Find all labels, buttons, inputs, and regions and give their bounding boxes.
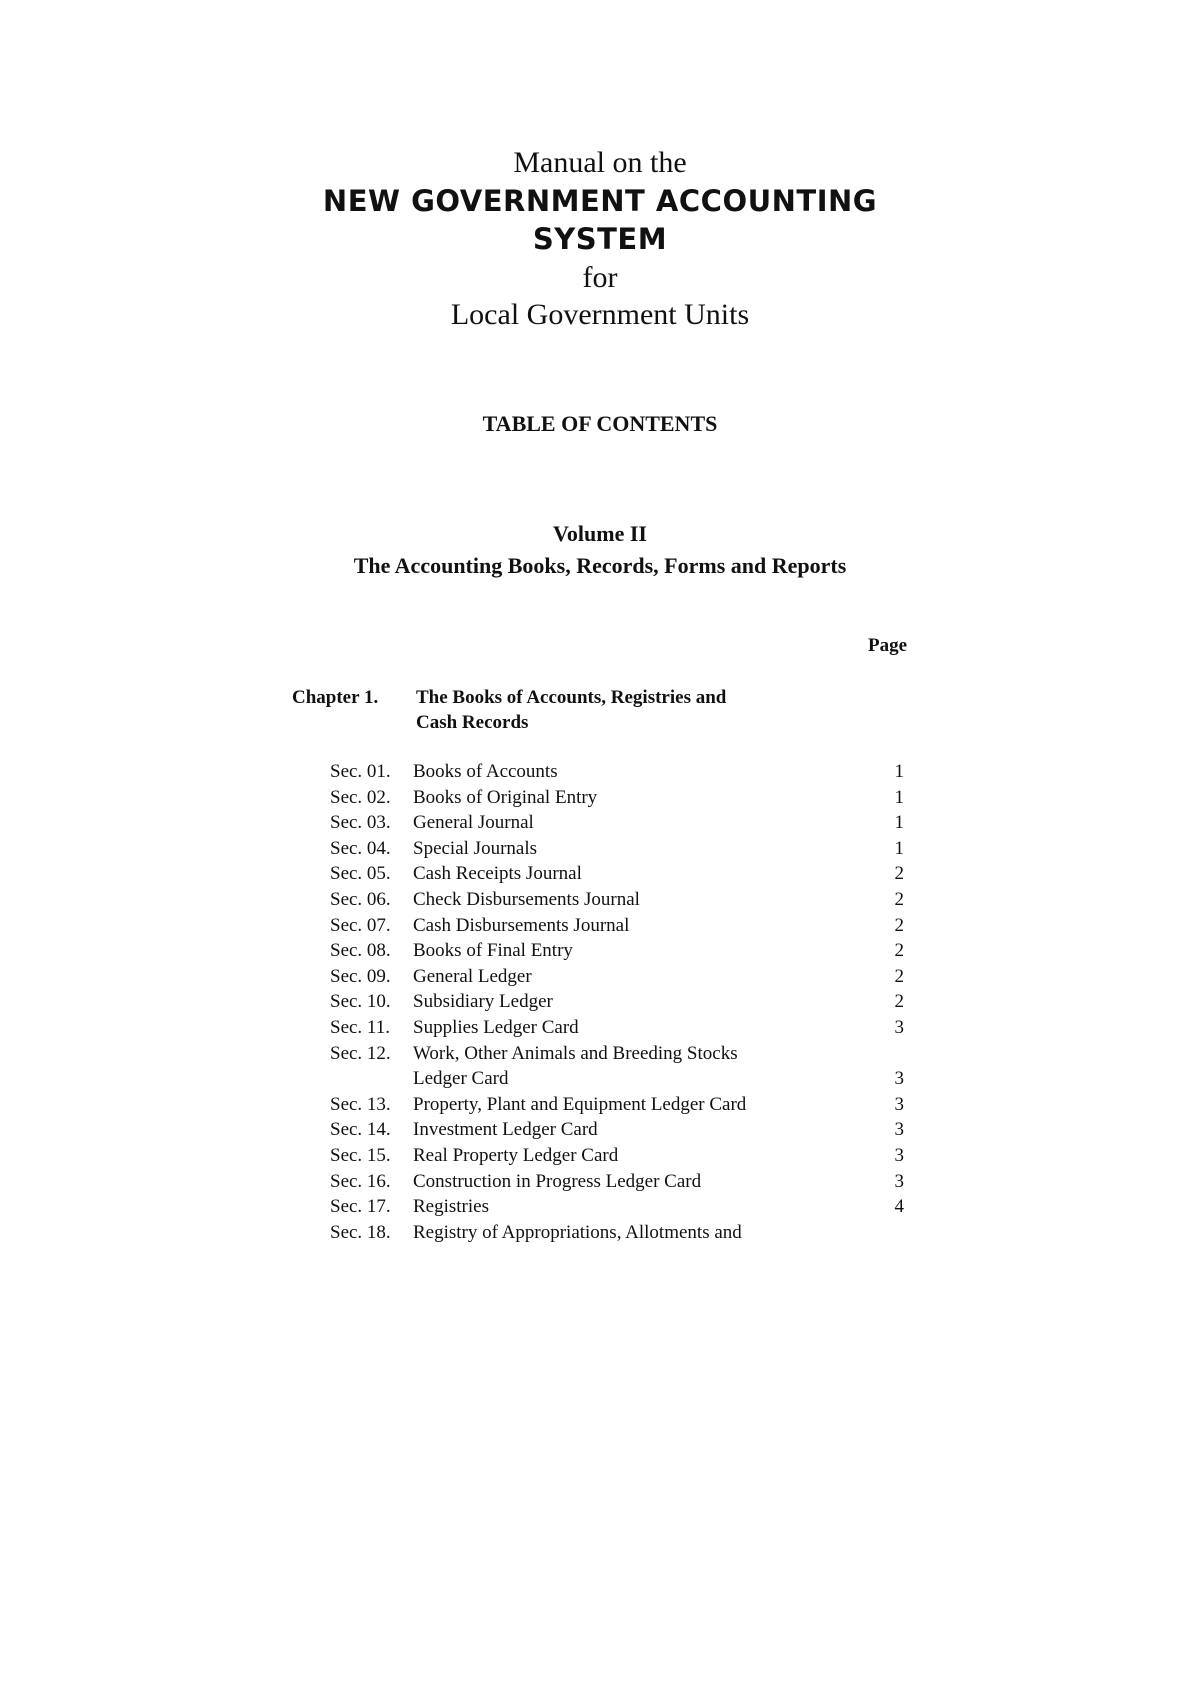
chapter-title-line-2: Cash Records xyxy=(416,712,529,733)
toc-entry xyxy=(0,1220,1200,1246)
section-page-number: 1 xyxy=(894,837,904,859)
section-page-number: 3 xyxy=(894,1145,904,1166)
toc-entry xyxy=(0,1015,1200,1041)
section-number: Sec. 08. xyxy=(330,940,391,962)
section-number: Sec. 17. xyxy=(330,1196,391,1218)
section-title: Subsidiary Ledger xyxy=(413,991,553,1013)
manual-title-line-5: Local Government Units xyxy=(450,298,750,331)
section-number: Sec. 18. xyxy=(330,1221,391,1243)
section-title: Registry of Appropriations, Allotments and xyxy=(413,1221,742,1243)
section-number: Sec. 14. xyxy=(330,1119,391,1141)
section-page-number: 3 xyxy=(894,1068,904,1090)
section-number: Sec. 10. xyxy=(330,991,391,1013)
toc-entry xyxy=(0,1169,1200,1195)
section-page-number: 2 xyxy=(894,940,904,962)
toc-entry xyxy=(0,913,1200,939)
section-title: Cash Disbursements Journal xyxy=(413,914,630,936)
section-title: Property, Plant and Equipment Ledger Card xyxy=(413,1093,747,1115)
section-page-number: 4 xyxy=(894,1196,904,1218)
toc-entry xyxy=(0,861,1200,887)
toc-entry xyxy=(0,810,1200,836)
section-title: Real Property Ledger Card xyxy=(413,1145,619,1166)
volume-subtitle: The Accounting Books, Records, Forms and Reports xyxy=(353,553,847,578)
toc-entry xyxy=(0,1143,1200,1169)
toc-entry xyxy=(0,1041,1200,1067)
section-number: Sec. 02. xyxy=(330,786,391,808)
section-title: Supplies Ledger Card xyxy=(413,1017,579,1038)
manual-title-line-3: SYSTEM xyxy=(532,222,668,256)
section-number: Sec. 03. xyxy=(330,812,391,834)
section-page-number: 2 xyxy=(894,965,904,987)
section-page-number: 3 xyxy=(894,1170,904,1192)
toc-entry xyxy=(0,759,1200,785)
chapter-title-line-1: The Books of Accounts, Registries and xyxy=(416,687,727,708)
section-title: Construction in Progress Ledger Card xyxy=(413,1170,702,1192)
volume-label: Volume II xyxy=(553,521,647,546)
section-number: Sec. 16. xyxy=(330,1170,391,1192)
section-number: Sec. 15. xyxy=(330,1145,391,1166)
section-page-number: 2 xyxy=(894,889,904,910)
toc-entry xyxy=(0,1092,1200,1118)
section-title: Books of Original Entry xyxy=(413,786,598,808)
section-title: General Journal xyxy=(413,812,534,834)
manual-title-line-1: Manual on the xyxy=(513,146,687,179)
page-column-label: Page xyxy=(868,635,908,656)
section-number: Sec. 13. xyxy=(330,1093,391,1115)
toc-entry xyxy=(0,785,1200,811)
section-number: Sec. 04. xyxy=(330,837,391,859)
section-page-number: 2 xyxy=(894,914,904,936)
toc-entry xyxy=(0,1117,1200,1143)
section-title: General Ledger xyxy=(413,965,532,987)
toc-entry xyxy=(0,1194,1200,1220)
section-page-number: 2 xyxy=(894,991,904,1013)
section-title: Ledger Card xyxy=(413,1068,509,1090)
section-number: Sec. 06. xyxy=(330,889,391,910)
toc-entry xyxy=(0,1066,1200,1092)
section-title: Books of Accounts xyxy=(413,761,558,782)
section-title: Registries xyxy=(413,1196,489,1218)
section-number: Sec. 07. xyxy=(330,914,391,936)
toc-entry xyxy=(0,989,1200,1015)
section-title: Books of Final Entry xyxy=(413,940,573,962)
section-title: Special Journals xyxy=(413,837,538,859)
section-title: Check Disbursements Journal xyxy=(413,889,640,910)
toc-entry xyxy=(0,836,1200,862)
toc-entry xyxy=(0,964,1200,990)
section-page-number: 3 xyxy=(894,1017,904,1038)
section-page-number: 1 xyxy=(894,786,904,808)
section-number: Sec. 11. xyxy=(330,1017,390,1038)
section-title: Cash Receipts Journal xyxy=(413,863,582,885)
section-page-number: 3 xyxy=(894,1119,904,1141)
section-page-number: 3 xyxy=(894,1093,904,1115)
toc-entry xyxy=(0,887,1200,913)
section-number: Sec. 09. xyxy=(330,965,391,987)
section-number: Sec. 01. xyxy=(330,761,391,782)
section-number: Sec. 12. xyxy=(330,1042,391,1064)
section-number: Sec. 05. xyxy=(330,863,391,885)
section-page-number: 1 xyxy=(894,761,904,782)
manual-title-line-2: NEW GOVERNMENT ACCOUNTING xyxy=(322,184,878,218)
chapter-label: Chapter 1. xyxy=(292,687,379,708)
section-page-number: 1 xyxy=(894,812,904,834)
section-title: Work, Other Animals and Breeding Stocks xyxy=(413,1042,738,1064)
manual-title-line-4: for xyxy=(582,261,618,294)
table-of-contents-heading: TABLE OF CONTENTS xyxy=(482,411,718,436)
section-title: Investment Ledger Card xyxy=(413,1119,598,1141)
section-page-number: 2 xyxy=(894,863,904,885)
toc-entry xyxy=(0,938,1200,964)
